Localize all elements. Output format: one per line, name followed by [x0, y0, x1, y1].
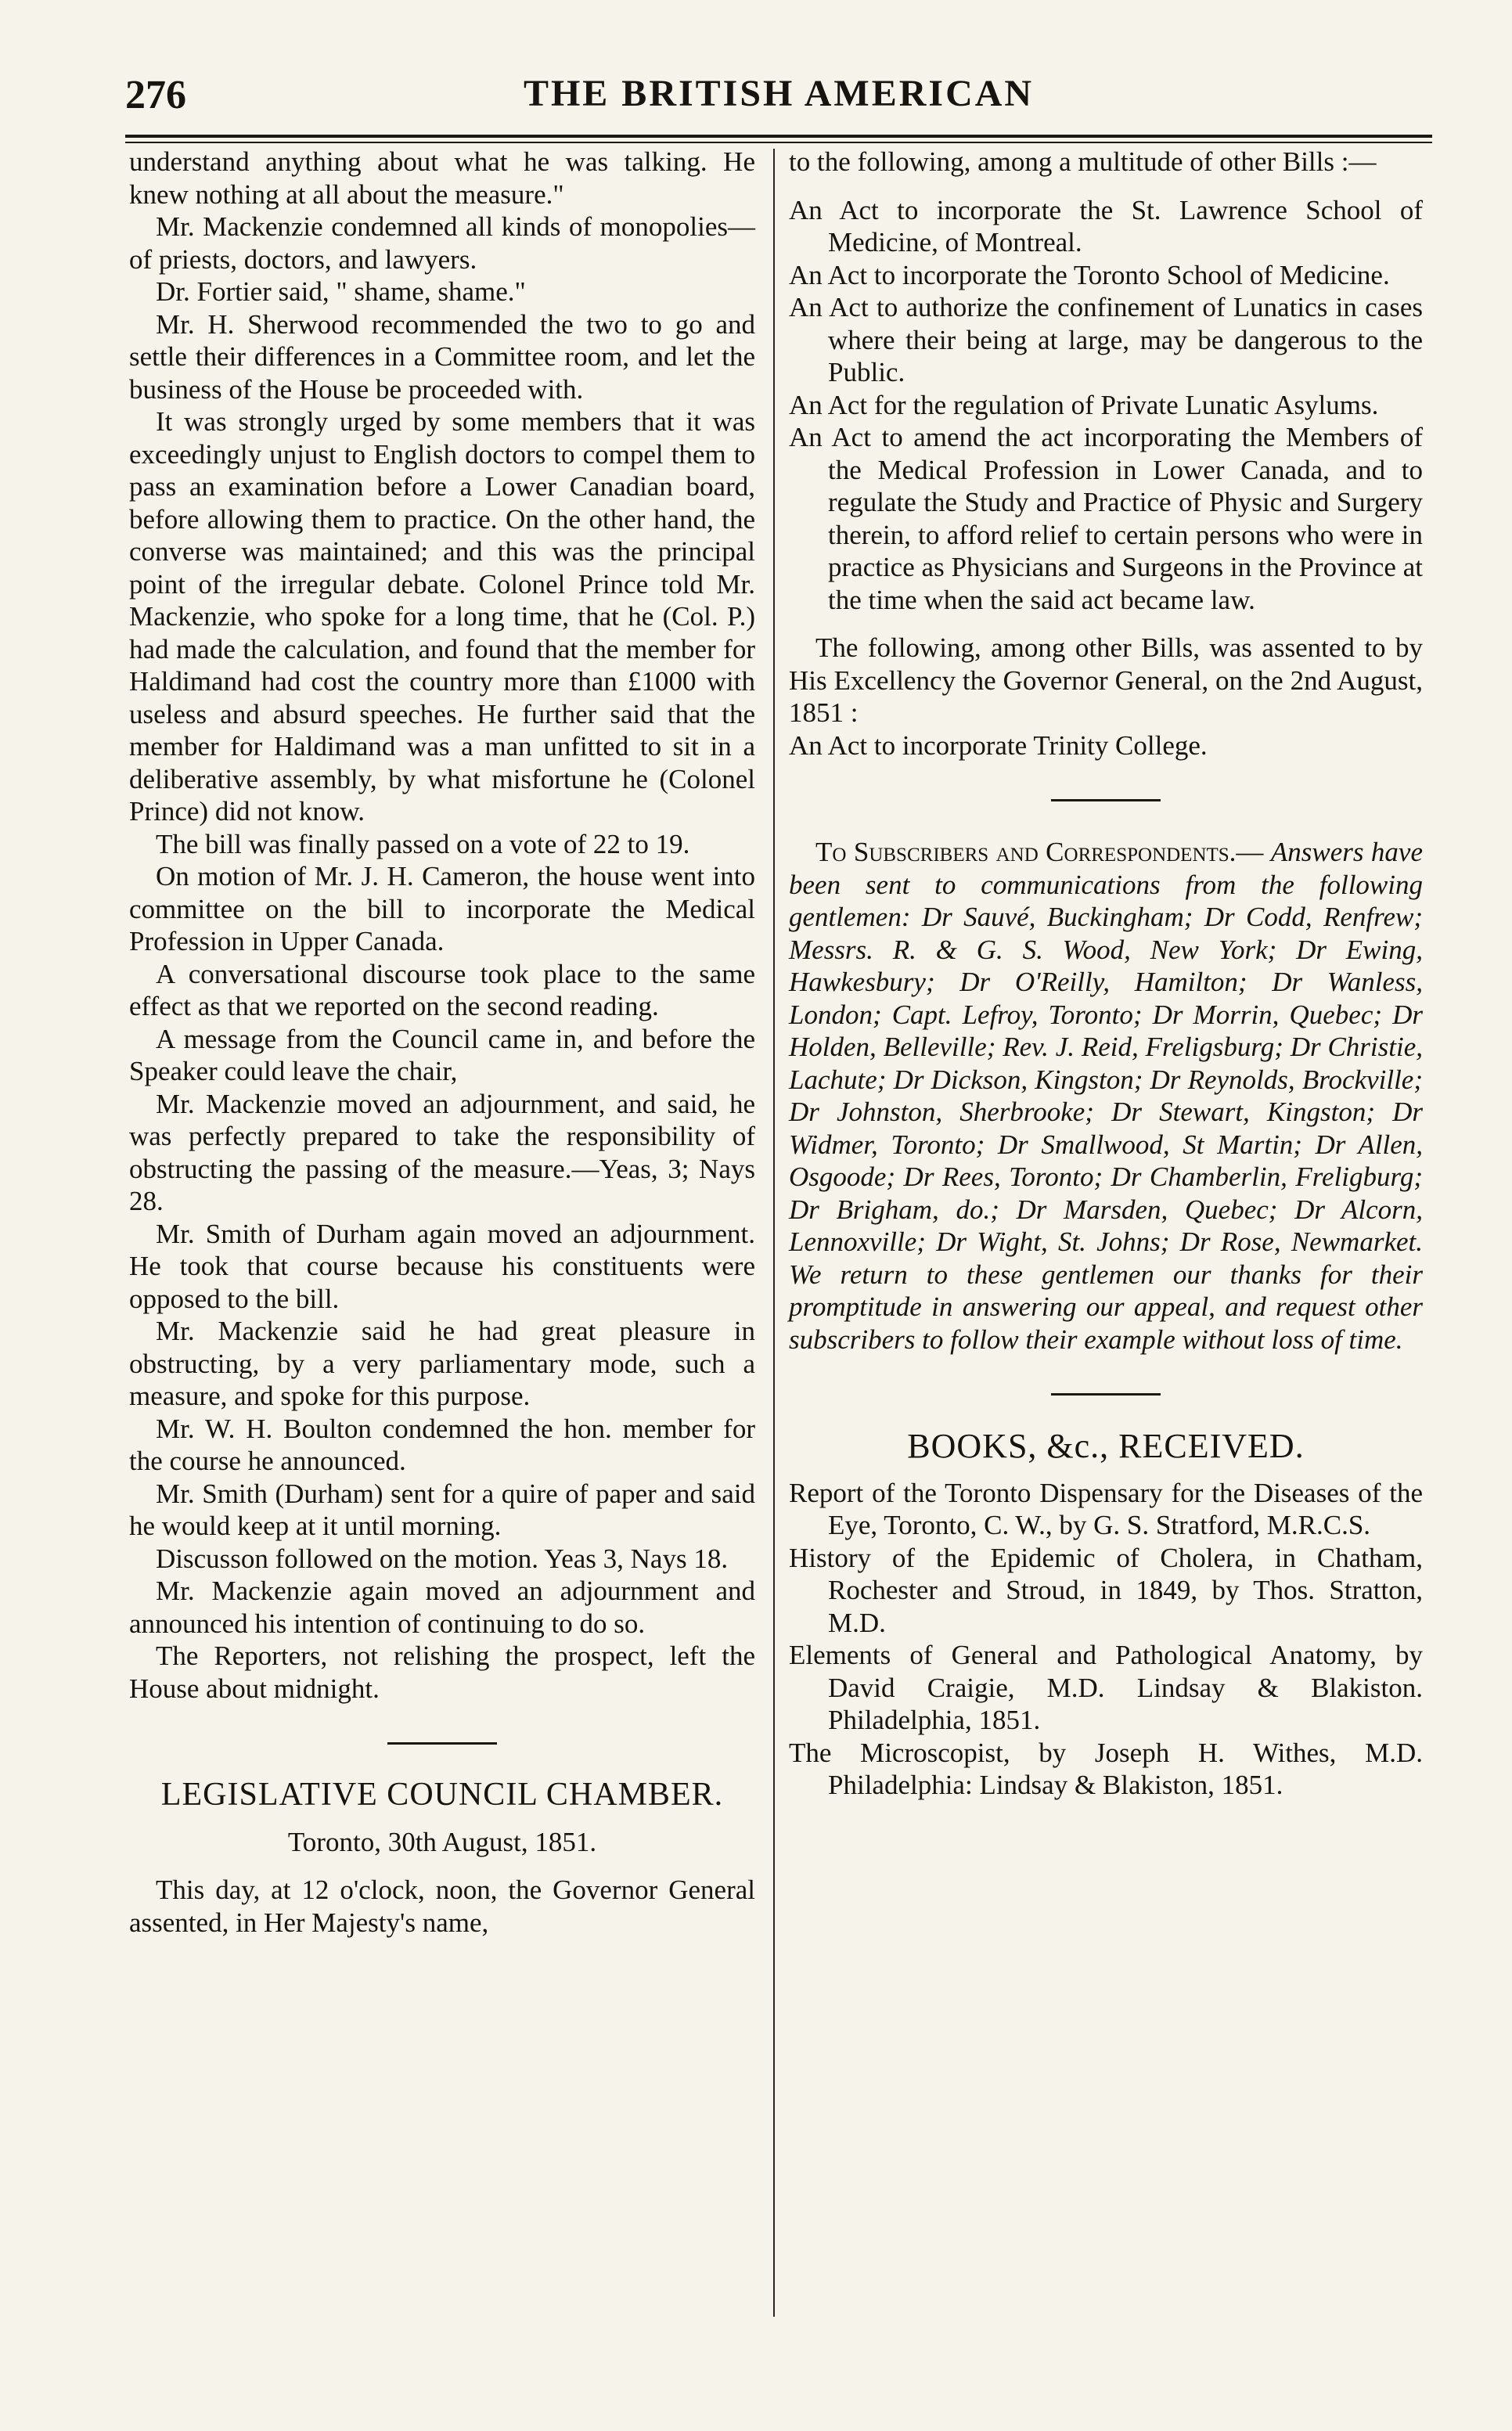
section-heading: LEGISLATIVE COUNCIL CHAMBER. — [160, 1777, 724, 1813]
dateline: Toronto, 30th August, 1851. — [287, 1826, 597, 1857]
section-separator — [1051, 799, 1161, 801]
books-heading: BOOKS, &c., RECEIVED. — [907, 1427, 1305, 1465]
running-title: THE BRITISH AMERICAN — [523, 73, 1035, 114]
paragraph: It was strongly urged by some members that it was exceedingly unjust to English doctors to compel them to pass an examination before a Lower Canadian board, before allowing them to practice. On the other hand, the converse was maintained; and this was the principal point of the irregular debate. Colonel Prince told Mr. Mackenzie, who spoke for a long time, that he (Col. P.) had made the calculation, and found that the member for Haldimand had cost the country more than £1000 with useless and absurd speeches. He further said that the member for Haldimand was a man unfitted to sit in a deliberative assembly, by what misfortune he (Colonel Prince) did not know. — [129, 406, 755, 827]
paragraph: Mr. H. Sherwood recommended the two to go and settle their differences in a Committee room, and let the business of the House be proceeded with. — [129, 308, 755, 405]
act-item: An Act to authorize the confinement of Lunatics in cases where their being at large, may be dangerous to the Public. — [789, 292, 1423, 387]
paragraph: Mr. Smith (Durham) sent for a quire of paper and said he would keep at it until morning. — [129, 1478, 755, 1541]
paragraph: understand anything about what he was talking. He knew nothing at all about the measure." — [129, 146, 755, 210]
paragraph: Mr. Mackenzie condemned all kinds of monopolies—of priests, doctors, and lawyers. — [129, 211, 755, 275]
page-header — [125, 72, 1432, 127]
paragraph: Discusson followed on the motion. Yeas 3, Nays 18. — [156, 1543, 729, 1574]
correspondents-heading: To Subscribers and Correspondents.— — [815, 837, 1264, 867]
section-separator — [1051, 1393, 1161, 1396]
paragraph: Mr. Smith of Durham again moved an adjournment. He took that course because his constituents were opposed to the bill. — [129, 1218, 755, 1314]
book-item: The Microscopist, by Joseph H. Withes, M.D. Philadelphia: Lindsay & Blakiston, 1851. — [789, 1737, 1423, 1800]
paragraph: The bill was finally passed on a vote of 22 to 19. — [156, 828, 690, 859]
book-item: Report of the Toronto Dispensary for the Diseases of the Eye, Toronto, C. W., by G. S. Stratford, M.R.C.S. — [789, 1477, 1423, 1540]
column-divider — [773, 149, 775, 2317]
paragraph: This day, at 12 o'clock, noon, the Governor General assented, in Her Majesty's name, — [129, 1875, 755, 1938]
paragraph: Mr. Mackenzie again moved an adjournment and announced his intention of continuing to do so. — [129, 1576, 755, 1639]
paragraph: to the following, among a multitude of other Bills :— — [789, 146, 1377, 177]
paragraph: Mr. Mackenzie moved an adjournment, and said, he was perfectly prepared to take the responsibility of obstructing the passing of the measure.—Yeas, 3; Nays 28. — [129, 1088, 755, 1216]
paragraph: On motion of Mr. J. H. Cameron, the house went into committee on the bill to incorporate the Medical Profession in Upper Canada. — [129, 861, 755, 956]
paragraph: Dr. Fortier said, " shame, shame." — [156, 276, 526, 307]
act-item: An Act to incorporate Trinity College. — [789, 729, 1208, 761]
right-column — [789, 146, 1423, 1802]
paragraph: A message from the Council came in, and before the Speaker could leave the chair, — [129, 1023, 755, 1086]
paragraph: Mr. Mackenzie said he had great pleasure in obstructing, by a very parliamentary mode, such a measure, and spoke for this purpose. — [129, 1316, 755, 1411]
paragraph: A conversational discourse took place to the same effect as that we reported on the second reading. — [129, 958, 755, 1021]
header-rule — [125, 135, 1432, 138]
act-item: An Act for the regulation of Private Lunatic Asylums. — [789, 389, 1379, 420]
paragraph: The following, among other Bills, was assented to by His Excellency the Governor General, on the 2nd August, 1851 : — [789, 632, 1423, 728]
correspondents-notice — [789, 836, 1423, 1356]
section-separator — [387, 1742, 497, 1745]
left-column — [129, 146, 755, 1939]
correspondents-body: Answers have been sent to communications from the following gentlemen: Dr Sauvé, Buckingham; Dr Codd, Renfrew; Messrs. R. & G. S. Wood, New York; Dr Ewing, Hawkesbury; Dr O'Reilly, Hamilton; Dr Wanless, London; Capt. Lefroy, Toronto; Dr Morrin, Quebec; Dr Holden, Belleville; Rev. J. Reid, Freligsburg; Dr Christie, Lachute; Dr Dickson, Kingston; Dr Reynolds, Brockville; Dr Johnston, Sherbrooke; Dr Stewart, Kingston; Dr Widmer, Toronto; Dr Smallwood, St Martin; Dr Allen, Osgoode; Dr Rees, Toronto; Dr Chamberlin, Freligburg; Dr Brigham, do.; Dr Marsden, Quebec; Dr Alcorn, Lennoxville; Dr Wight, St. Johns; Dr Rose, Newmarket. We return to these gentlemen our thanks for their promptitude in answering our appeal, and request other subscribers to follow their example without loss of time. — [789, 837, 1423, 1355]
page-number: 276 — [125, 73, 186, 117]
act-item: An Act to incorporate the St. Lawrence School of Medicine, of Montreal. — [789, 194, 1423, 258]
act-item: An Act to incorporate the Toronto School of Medicine. — [789, 259, 1390, 290]
paragraph: Mr. W. H. Boulton condemned the hon. member for the course he announced. — [129, 1413, 755, 1476]
header-rule-thin — [125, 142, 1432, 143]
paragraph: The Reporters, not relishing the prospect, left the House about midnight. — [129, 1640, 755, 1704]
book-item: History of the Epidemic of Cholera, in Chatham, Rochester and Stroud, in 1849, by Thos. Stratton, M.D. — [789, 1542, 1423, 1638]
book-item: Elements of General and Pathological Anatomy, by David Craigie, M.D. Lindsay & Blakiston. Philadelphia, 1851. — [789, 1640, 1423, 1735]
act-item: An Act to amend the act incorporating the Members of the Medical Profession in Lower Canada, and to regulate the Study and Practice of Physic and Surgery therein, to afford relief to certain persons who were in practice as Physicians and Surgeons in the Province at the time when the said act became law. — [789, 422, 1423, 615]
